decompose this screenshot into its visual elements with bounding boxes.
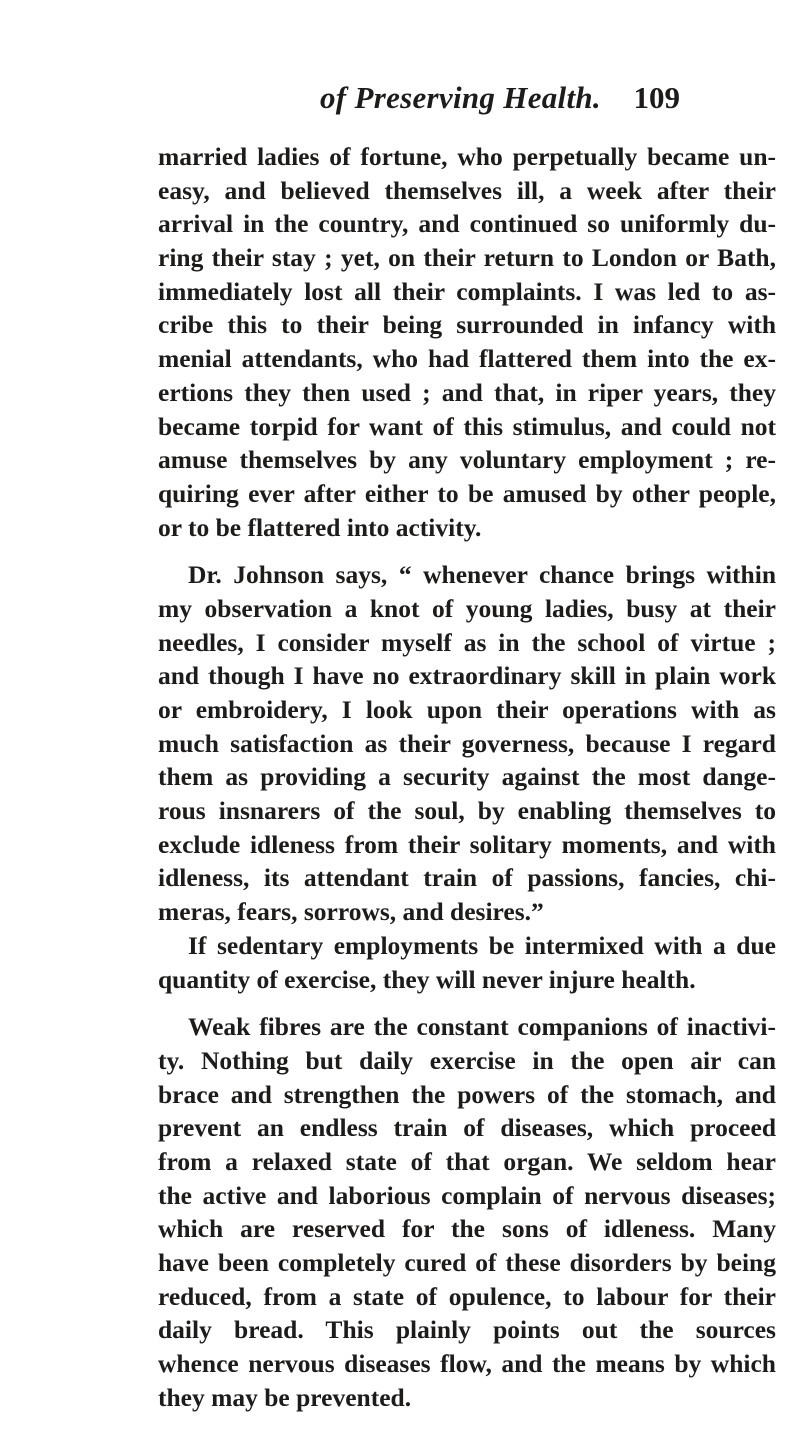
- text-line: prevent an endless train of diseases, which proceed: [158, 1113, 776, 1143]
- text-line: idleness, its attendant train of passions, fancies, chi-: [158, 863, 776, 893]
- text-line: ertions they then used ; and that, in riper years, they: [158, 377, 776, 407]
- text-line: needles, I consider myself as in the school of virtue ;: [158, 627, 776, 657]
- running-title: of Preserving Health.: [320, 80, 601, 115]
- text-line: which are reserved for the sons of idleness. Many: [158, 1214, 776, 1244]
- body-text: [158, 140, 776, 1414]
- text-line: arrival in the country, and continued so uniformly du-: [158, 209, 776, 239]
- page-number: 109: [633, 80, 680, 115]
- page-header: [320, 80, 740, 124]
- text-line: brace and strengthen the powers of the stomach, and: [158, 1079, 776, 1109]
- text-line: or to be flattered into activity.: [158, 512, 482, 542]
- text-line: quantity of exercise, they will never injure health.: [158, 964, 696, 994]
- text-line: from a relaxed state of that organ. We seldom hear: [158, 1146, 776, 1176]
- text-line: Dr. Johnson says, “ whenever chance brings within: [188, 560, 776, 590]
- text-line: rous insnarers of the soul, by enabling themselves to: [158, 796, 776, 826]
- text-line: Weak fibres are the constant companions of inactivi-: [188, 1012, 776, 1042]
- paragraph-1: [158, 140, 776, 544]
- text-line: If sedentary employments be intermixed with a due: [188, 930, 776, 960]
- text-line: whence nervous diseases flow, and the means by which: [158, 1349, 776, 1379]
- text-line: quiring ever after either to be amused by other people,: [158, 478, 776, 508]
- text-line: have been completely cured of these disorders by being: [158, 1248, 776, 1277]
- paragraph-2: [158, 558, 776, 996]
- text-line: ty. Nothing but daily exercise in the open air can: [158, 1045, 776, 1075]
- text-line: menial attendants, who had flattered them into the ex-: [158, 344, 776, 374]
- text-line: meras, fears, sorrows, and desires.”: [158, 897, 544, 927]
- paragraph-3: [158, 1010, 776, 1414]
- text-line: my observation a knot of young ladies, busy at their: [158, 593, 776, 623]
- text-line: the active and laborious complain of nervous diseases;: [158, 1180, 776, 1210]
- text-line: much satisfaction as their governess, because I regard: [158, 728, 776, 758]
- text-line: reduced, from a state of opulence, to labour for their: [158, 1281, 776, 1311]
- text-line: ring their stay ; yet, on their return to London or Bath,: [158, 243, 776, 273]
- text-line: married ladies of fortune, who perpetually became un-: [158, 142, 776, 171]
- text-line: amuse themselves by any voluntary employment ; re-: [158, 445, 776, 475]
- text-line: exclude idleness from their solitary moments, and with: [158, 829, 776, 859]
- text-line: immediately lost all their complaints. I was led to as-: [158, 276, 776, 306]
- text-line: easy, and believed themselves ill, a week after their: [158, 175, 776, 205]
- text-line: and though I have no extraordinary skill in plain work: [158, 661, 776, 691]
- text-line: them as providing a security against the most dange-: [158, 762, 776, 792]
- text-line: became torpid for want of this stimulus, and could not: [158, 411, 776, 441]
- text-line: they may be prevented.: [158, 1382, 412, 1412]
- text-line: or embroidery, I look upon their operations with as: [158, 695, 776, 724]
- text-line: cribe this to their being surrounded in infancy with: [158, 310, 776, 340]
- text-line: daily bread. This plainly points out the sources: [158, 1315, 776, 1345]
